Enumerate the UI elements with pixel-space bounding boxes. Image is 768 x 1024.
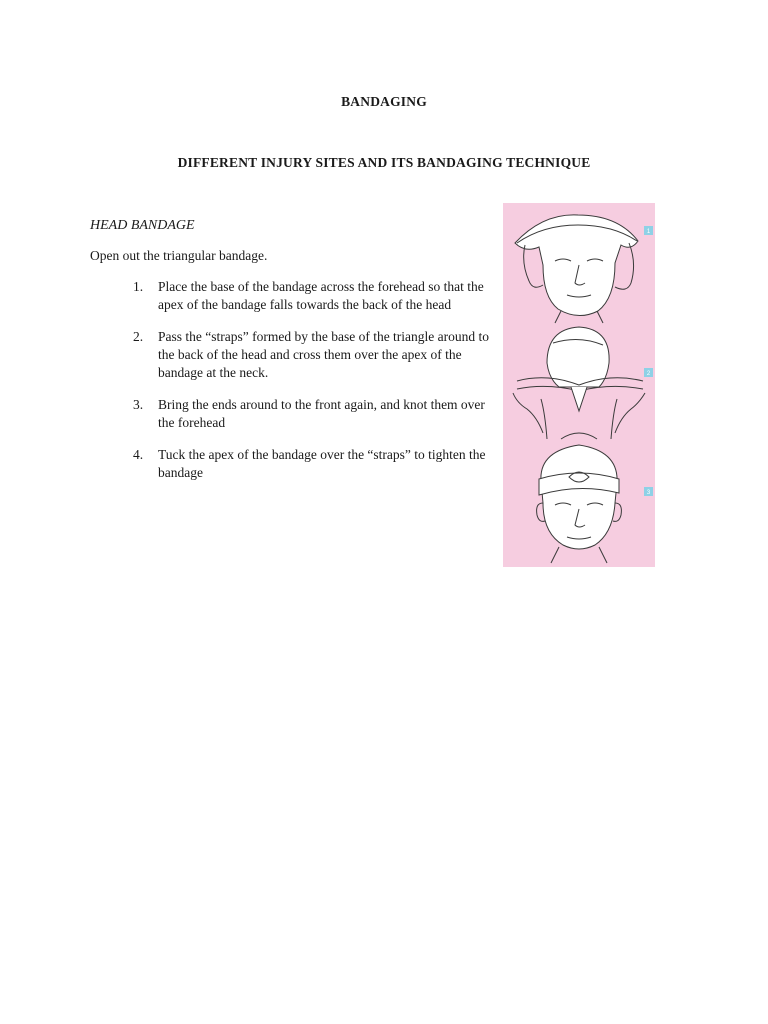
- bandage-illustration: [503, 203, 655, 567]
- list-item: [133, 328, 493, 382]
- list-item: [133, 446, 493, 482]
- list-item: [133, 396, 493, 432]
- section-title: HEAD BANDAGE: [90, 218, 195, 233]
- illustration-svg: [503, 203, 655, 567]
- panel-3-head-finished: [537, 445, 622, 563]
- panel-3-badge-label: 3: [646, 490, 651, 496]
- panel-2-head-back: [513, 327, 645, 439]
- step-number: 4.: [133, 447, 144, 462]
- document-title: BANDAGING: [341, 94, 427, 109]
- document-subtitle: DIFFERENT INJURY SITES AND ITS BANDAGING TECHNIQUE: [177, 155, 591, 170]
- step-number: 1.: [133, 279, 144, 294]
- step-number: 3.: [133, 397, 144, 412]
- step-text: Pass the “straps” formed by the base of the triangle around to the back of the head and cross them over the apex of the bandage at the neck.: [158, 329, 490, 380]
- steps-list: [133, 278, 493, 496]
- step-number: 2.: [133, 329, 144, 344]
- intro-text: Open out the triangular bandage.: [90, 248, 268, 263]
- step-text: Bring the ends around to the front again, and knot them over the forehead: [158, 397, 485, 430]
- panel-2-badge-label: 2: [646, 371, 651, 377]
- list-item: [133, 278, 493, 314]
- step-text: Place the base of the bandage across the forehead so that the apex of the bandage falls towards the back of the head: [158, 279, 484, 312]
- step-text: Tuck the apex of the bandage over the “straps” to tighten the bandage: [158, 447, 486, 480]
- panel-1-badge-label: 1: [646, 229, 651, 235]
- panel-1-head-front: [515, 215, 638, 323]
